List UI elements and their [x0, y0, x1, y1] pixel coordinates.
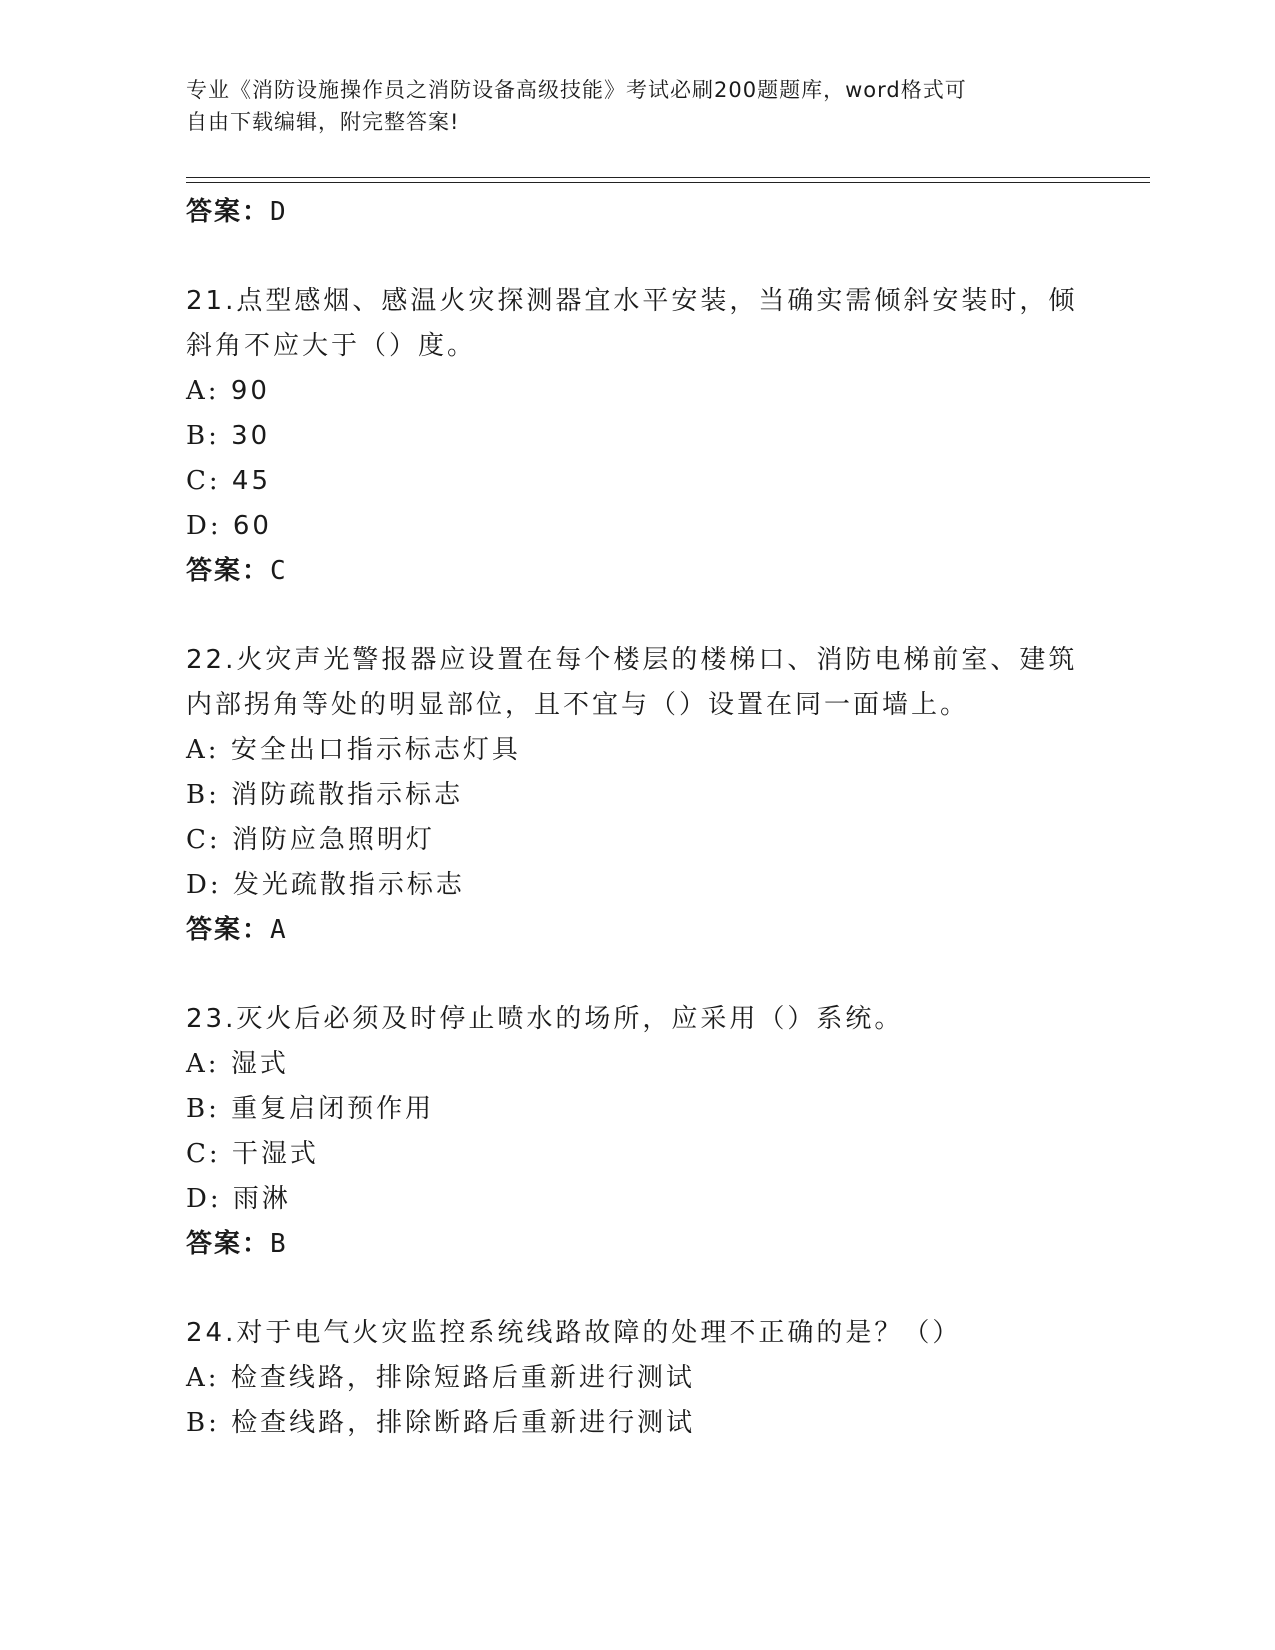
header-rule-top	[186, 177, 1150, 178]
question-24	[186, 1311, 1086, 1446]
option-b	[186, 1401, 1086, 1446]
question-text-line: 内部拐角等处的明显部位，且不宜与（）设置在同一面墙上。	[186, 690, 970, 720]
option-text: 检查线路，排除断路后重新进行测试	[231, 1408, 696, 1438]
option-text: 发光疏散指示标志	[232, 870, 465, 900]
option-text: 45	[231, 466, 272, 496]
option-letter: B:	[186, 1094, 220, 1124]
question-text-line: 斜角不应大于（）度。	[186, 331, 477, 361]
option-c	[186, 1132, 1086, 1177]
option-text: 消防应急照明灯	[231, 825, 435, 855]
answer-value: D	[270, 197, 288, 227]
option-letter: A:	[186, 735, 220, 765]
question-answer	[186, 908, 1086, 953]
option-text: 检查线路，排除短路后重新进行测试	[230, 1363, 695, 1393]
option-text: 消防疏散指示标志	[231, 780, 464, 810]
header-line-2: 自由下载编辑，附完整答案!	[186, 110, 460, 134]
option-letter: D:	[186, 1184, 222, 1214]
question-text-line: 22.火灾声光警报器应设置在每个楼层的楼梯口、消防电梯前室、建筑	[186, 645, 1078, 675]
option-b	[186, 414, 1086, 459]
answer-value: A	[270, 915, 288, 945]
question-text-line: 23.灭火后必须及时停止喷水的场所，应采用（）系统。	[186, 1004, 904, 1034]
question-23	[186, 997, 1086, 1267]
option-letter: D:	[186, 870, 222, 900]
answer-value: C	[270, 556, 288, 586]
option-letter: A:	[186, 1363, 220, 1393]
option-a	[186, 369, 1086, 414]
header-line-1: 专业《消防设施操作员之消防设备高级技能》考试必刷200题题库，word格式可	[186, 78, 967, 102]
answer-label: 答案：	[186, 556, 271, 586]
option-letter: B:	[186, 1408, 220, 1438]
option-a	[186, 1356, 1086, 1401]
option-b	[186, 1087, 1086, 1132]
option-text: 重复启闭预作用	[231, 1094, 435, 1124]
question-answer	[186, 1222, 1086, 1267]
header-rule-bottom	[186, 182, 1150, 183]
option-letter: C:	[186, 466, 221, 496]
option-letter: B:	[186, 421, 220, 451]
option-d	[186, 863, 1086, 908]
option-letter: C:	[186, 1139, 221, 1169]
document-content	[186, 190, 1086, 1446]
option-letter: B:	[186, 780, 220, 810]
answer-label: 答案：	[186, 1229, 271, 1259]
question-text-line: 24.对于电气火灾监控系统线路故障的处理不正确的是？（）	[186, 1318, 962, 1348]
question-22	[186, 638, 1086, 953]
option-c	[186, 818, 1086, 863]
document-header	[186, 74, 1066, 138]
option-text: 雨淋	[232, 1184, 291, 1214]
option-letter: D:	[186, 511, 222, 541]
question-text-line: 21.点型感烟、感温火灾探测器宜水平安装，当确实需倾斜安装时，倾	[186, 286, 1078, 316]
option-b	[186, 773, 1086, 818]
option-text: 湿式	[230, 1049, 289, 1079]
option-c	[186, 459, 1086, 504]
option-text: 安全出口指示标志灯具	[230, 735, 521, 765]
option-letter: C:	[186, 825, 221, 855]
option-text: 60	[232, 511, 272, 541]
previous-answer	[186, 190, 1086, 235]
option-a	[186, 1042, 1086, 1087]
option-letter: A:	[186, 1049, 220, 1079]
option-text: 30	[231, 421, 271, 451]
option-d	[186, 504, 1086, 549]
question-21	[186, 279, 1086, 594]
answer-label: 答案：	[186, 915, 271, 945]
question-answer	[186, 549, 1086, 594]
option-d	[186, 1177, 1086, 1222]
option-letter: A:	[186, 376, 220, 406]
option-a	[186, 728, 1086, 773]
option-text: 90	[230, 376, 270, 406]
answer-label: 答案：	[186, 197, 271, 227]
option-text: 干湿式	[231, 1139, 319, 1169]
answer-value: B	[270, 1229, 288, 1259]
